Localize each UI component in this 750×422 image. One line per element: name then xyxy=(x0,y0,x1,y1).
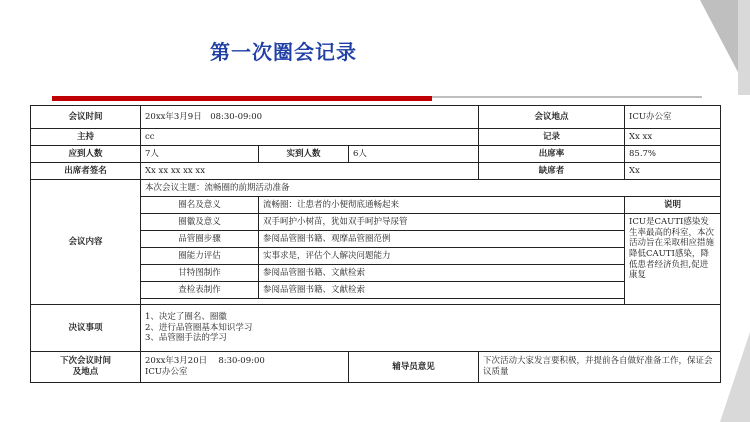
label-next-meeting: 下次会议时间 及地点 xyxy=(31,352,141,383)
label-location: 会议地点 xyxy=(479,106,625,129)
row-host-recorder xyxy=(31,129,721,146)
value-advisor-opinion: 下次活动大家发言要积极，并提前各自做好准备工作，保证会议质量 xyxy=(479,352,721,383)
row-next-meeting xyxy=(31,352,721,383)
label-signature: 出席者签名 xyxy=(31,163,141,180)
value-host: cc xyxy=(141,129,479,146)
label-explanation: 说明 xyxy=(625,197,721,214)
value-next-meeting: 20xx年3月20日 8:30-09:00 ICU办公室 xyxy=(141,352,349,383)
page-title: 第一次圈会记录 xyxy=(210,40,357,64)
row-signature xyxy=(31,163,721,180)
agenda-item: 品管圈步骤 xyxy=(141,231,259,248)
value-meeting-time: 20xx年3月9日 08:30-09:00 xyxy=(141,106,479,129)
value-expected: 7人 xyxy=(141,146,259,163)
agenda-item: 甘特图制作 xyxy=(141,265,259,282)
value-signature: Xx xx xx xx xx xyxy=(141,163,479,180)
row-resolution xyxy=(31,305,721,352)
label-attendance-rate: 出席率 xyxy=(479,146,625,163)
label-resolution: 决议事项 xyxy=(31,305,141,352)
title-underline-gray xyxy=(432,96,702,98)
label-actual: 实到人数 xyxy=(259,146,349,163)
value-theme: 本次会议主题：流畅圈的前期活动准备 xyxy=(141,180,721,197)
agenda-item: 圈能力评估 xyxy=(141,248,259,265)
label-advisor-opinion: 辅导员意见 xyxy=(349,352,479,383)
agenda-desc: 实事求是，评估个人解决问题能力 xyxy=(259,248,625,265)
meeting-record-table xyxy=(30,105,721,383)
row-attendance xyxy=(31,146,721,163)
value-actual: 6人 xyxy=(349,146,479,163)
agenda-desc: 参阅品管圈书籍、观摩品管圈范例 xyxy=(259,231,625,248)
label-host: 主持 xyxy=(31,129,141,146)
title-underline-red xyxy=(52,96,432,101)
corner-decoration-bottom xyxy=(720,332,750,422)
agenda-item: 圈徽及意义 xyxy=(141,214,259,231)
value-explanation: ICU是CAUTI感染发生率最高的科室，本次活动旨在采取相应措施降低CAUTI感染，降低患者经济负担,促进康复 xyxy=(625,214,721,305)
row-time-location xyxy=(31,106,721,129)
label-recorder: 记录 xyxy=(479,129,625,146)
value-resolution: 1、决定了圈名、圈徽 2、进行品管圈基本知识学习 3、品管圈手法的学习 xyxy=(141,305,721,352)
label-content: 会议内容 xyxy=(31,180,141,305)
label-meeting-time: 会议时间 xyxy=(31,106,141,129)
corner-decoration-strip xyxy=(738,0,750,95)
label-expected: 应到人数 xyxy=(31,146,141,163)
agenda-desc: 参阅品管圈书籍、文献检索 xyxy=(259,265,625,282)
label-absent: 缺席者 xyxy=(479,163,625,180)
value-recorder: Xx xx xyxy=(625,129,721,146)
agenda-desc: 流畅圈：让患者的小便彻底通畅起来 xyxy=(259,197,625,214)
value-attendance-rate: 85.7% xyxy=(625,146,721,163)
value-location: ICU办公室 xyxy=(625,106,721,129)
row-theme xyxy=(31,180,721,197)
agenda-item: 查检表制作 xyxy=(141,282,259,299)
agenda-desc: 双手呵护小树苗，犹如双手呵护导尿管 xyxy=(259,214,625,231)
value-absent: Xx xyxy=(625,163,721,180)
agenda-desc: 参阅品管圈书籍、文献检索 xyxy=(259,282,625,299)
agenda-item: 圈名及意义 xyxy=(141,197,259,214)
